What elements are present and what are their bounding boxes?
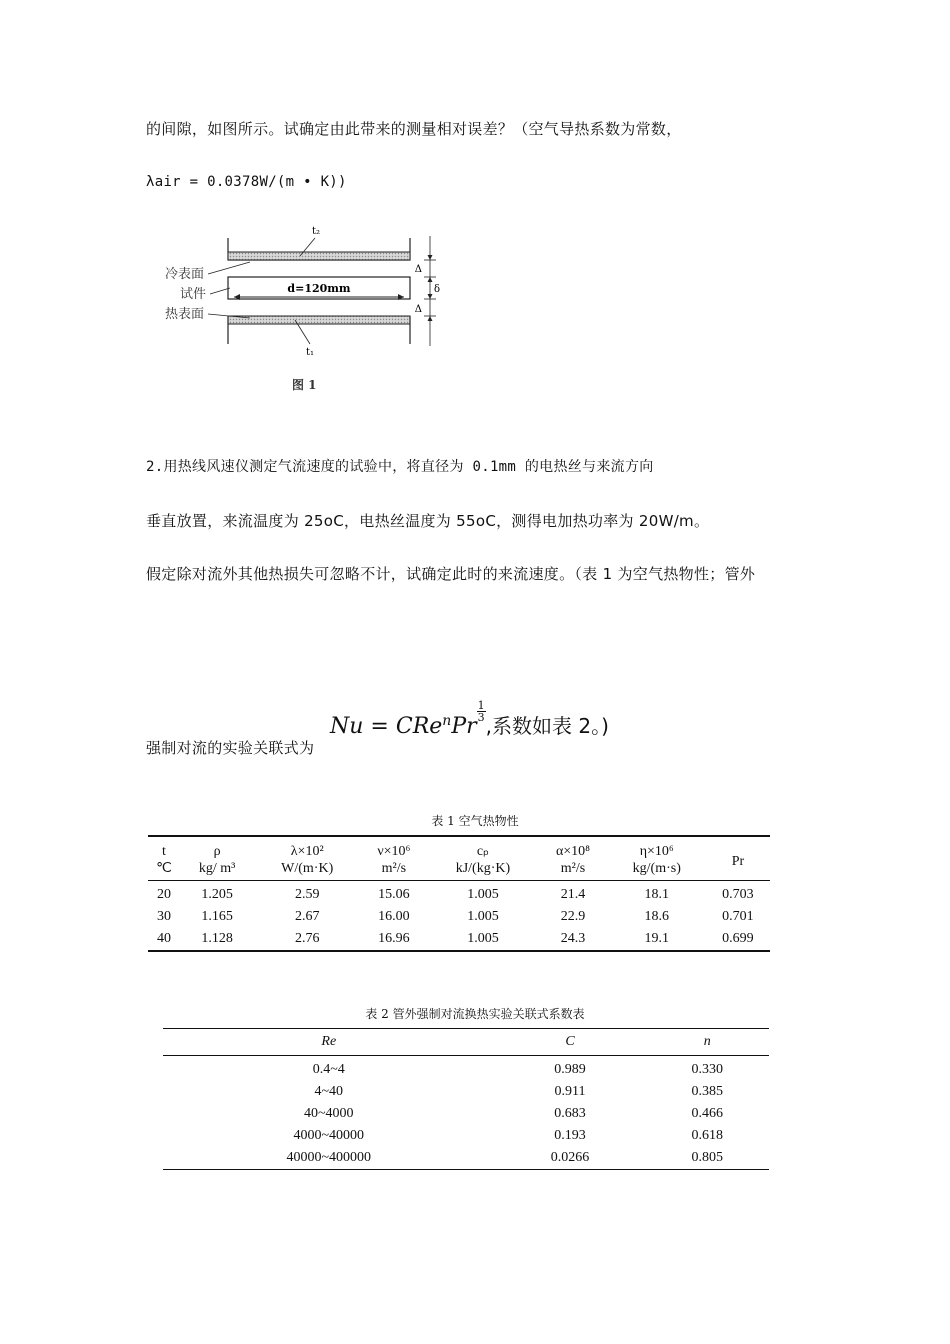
t1-unit: ℃ xyxy=(148,860,180,881)
table2-caption: 表 2 管外强制对流换热实验关联式系数表 xyxy=(365,1007,585,1021)
table1-caption: 表 1 空气热物性 xyxy=(431,814,519,828)
t1-unit: kJ/(kg·K) xyxy=(428,860,539,881)
q2-line-2: 垂直放置，来流温度为 25oC，电热丝温度为 55oC，测得电加热功率为 20W/m。 xyxy=(146,512,710,530)
table-row: 20 1.205 2.59 15.06 1.005 21.4 18.1 0.703 xyxy=(157,887,754,902)
delta-mid-label: δ xyxy=(434,284,441,295)
t1-header: λ×10² xyxy=(290,843,324,859)
specimen-label: 试件 xyxy=(180,287,207,302)
t1-header: ν×10⁶ xyxy=(377,843,411,859)
t1-label: t₁ xyxy=(306,347,315,358)
q2-line-4: 强制对流的实验关联式为 xyxy=(146,739,315,757)
hot-surface-label: 热表面 xyxy=(165,307,205,322)
t1-header: t xyxy=(162,843,166,859)
t1-unit: kg/ m³ xyxy=(180,860,254,881)
table-row: 40~4000 0.683 0.466 xyxy=(303,1106,723,1121)
paragraph-line-1: 的间隙，如图所示。试确定由此带来的测量相对误差？（空气导热系数为常数， xyxy=(146,120,682,138)
t1-unit: m²/s xyxy=(538,860,607,881)
d-label: d=120mm xyxy=(287,282,351,295)
t1-unit: m²/s xyxy=(360,860,427,881)
cold-surface-label: 冷表面 xyxy=(165,267,205,282)
table2 xyxy=(163,1028,769,1170)
table-row: 0.4~4 0.989 0.330 xyxy=(312,1062,723,1077)
t2-header-re: Re xyxy=(163,1029,495,1056)
table-row: 40000~400000 0.0266 0.805 xyxy=(286,1150,723,1165)
table-row: 40 1.128 2.76 16.96 1.005 24.3 19.1 0.699 xyxy=(157,931,754,946)
delta-top-label: Δ xyxy=(414,264,422,275)
t1-header: cₚ xyxy=(476,844,490,859)
t1-header: α×10⁸ xyxy=(555,843,591,859)
table1 xyxy=(148,835,770,952)
table-row: 30 1.165 2.67 16.00 1.005 22.9 18.6 0.701 xyxy=(157,909,754,924)
figure-1 xyxy=(160,222,450,397)
t2-label: t₂ xyxy=(312,226,321,237)
formula-nu: Nu xyxy=(330,714,364,739)
q2-line-1: 2.用热线风速仪测定气流速度的试验中，将直径为 0.1mm 的电热丝与来流方向 xyxy=(146,459,654,475)
t1-unit: kg/(m·s) xyxy=(608,860,706,881)
bottom-plate-hatch xyxy=(228,316,410,324)
t2-header-n: n xyxy=(645,1029,769,1056)
table-row: 4~40 0.911 0.385 xyxy=(314,1084,723,1099)
t1-header: Pr xyxy=(706,836,770,881)
t2-header-c: C xyxy=(495,1029,646,1056)
q2-line-3: 假定除对流外其他热损失可忽略不计，试确定此时的来流速度。（表 1 为空气热物性；管外 xyxy=(146,565,756,583)
paragraph-line-2: λair = 0.0378W/(m • K)) xyxy=(146,174,347,190)
delta-bottom-label: Δ xyxy=(414,304,422,315)
top-plate-hatch xyxy=(228,252,410,260)
t1-unit: W/(m·K) xyxy=(254,860,360,881)
t1-header: η×10⁶ xyxy=(639,843,674,859)
figure-caption: 图 1 xyxy=(292,378,317,392)
table-row: 4000~40000 0.193 0.618 xyxy=(293,1128,723,1143)
t1-header: ρ xyxy=(213,843,221,859)
nusselt-formula: Nu = CRe$^n$Pr $\frac{1}{3}$ ,系数如表 2。) xyxy=(330,699,609,739)
